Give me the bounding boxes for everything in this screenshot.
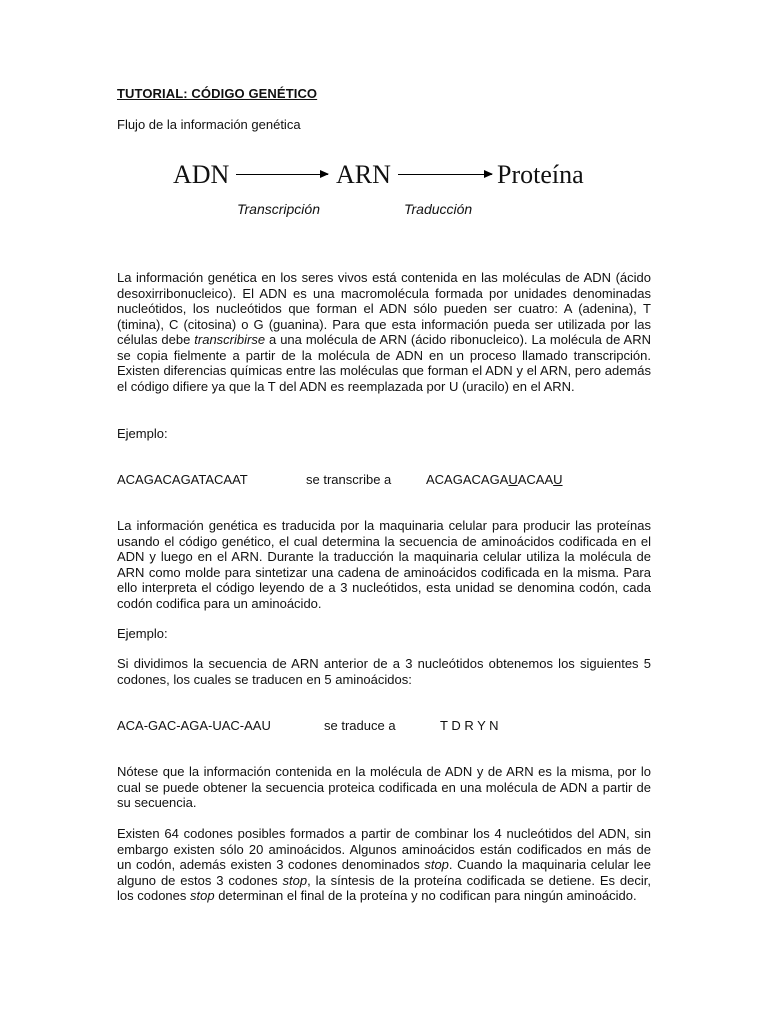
caption-translation: Traducción (404, 201, 473, 217)
paragraph-intro-text-2: a una molécula de ARN (ácido ribonucleico). La molécula de ARN se copia fielmente a partir de la molécula de ADN en un proceso llamado transcripción. Existen diferencias químicas entre las moléculas que forman el ADN y el ARN, pero además el código difiere ya que la T del ADN es reemplazada por U (uracilo) en el ARN. (117, 332, 651, 394)
rna-uracil-2: U (553, 472, 563, 487)
paragraph-same-information: Nótese que la información contenida en la molécula de ADN y de ARN es la misma, por lo cual se puede obtener la secuencia proteica codificada en una molécula de ADN a partir de su secuencia. (117, 764, 651, 810)
flow-term-arn: ARN (336, 160, 391, 189)
rna-sequence-part-a: ACAGACAGA (426, 472, 509, 487)
document-title: TUTORIAL: CÓDIGO GENÉTICO (117, 86, 318, 101)
paragraph-intro-italic: transcribirse (194, 332, 266, 347)
caption-transcription: Transcripción (237, 201, 320, 217)
rna-sequence-part-b: ACAA (517, 472, 554, 487)
example-translation-line (117, 718, 651, 734)
codon-sequence: ACA-GAC-AGA-UAC-AAU (117, 718, 271, 733)
paragraph-intro-text-1: La información genética en los seres vivos está contenida en las moléculas de ADN (ácido desoxirribonucleico). El ADN es una macromolécula formada por unidades denominadas nucleótidos, los nucleótidos que forman el ADN sólo pueden ser cuatro: A (adenina), T (timina), C (citosina) o G (guanina). Para que esta información pueda ser utilizada por las células debe (117, 270, 651, 347)
transcribe-verb: se transcribe a (306, 472, 392, 487)
rna-uracil-1: U (508, 472, 518, 487)
dna-sequence: ACAGACAGATACAAT (117, 472, 248, 487)
paragraph-codons: Si dividimos la secuencia de ARN anterior de a 3 nucleótidos obtenemos los siguientes 5 codones, los cuales se traducen en 5 aminoácidos: (117, 656, 651, 687)
arrow-translation (398, 174, 492, 175)
flow-term-adn: ADN (173, 160, 230, 189)
stop-italic-2: stop (282, 872, 308, 888)
stop-italic-1: stop (424, 857, 449, 872)
paragraph-intro (117, 270, 651, 394)
rna-sequence (426, 472, 563, 487)
stop-text-1: Existen 64 codones posibles formados a partir de combinar los 4 nucleótidos del ADN, sin embargo existen sólo 20 aminoácidos. Algunos aminoácidos están codificados en más de un codón, además existen 3 codones denominados (117, 826, 651, 872)
arrow-transcription (236, 174, 328, 175)
stop-text-4: determinan el final de la proteína y no codifican para ningún aminoácido. (214, 888, 637, 903)
flow-diagram (170, 160, 610, 230)
stop-text-2: . Cuando la maquinaria celular lee alguno de estos 3 codones (117, 857, 651, 888)
paragraph-translation: La información genética es traducida por la maquinaria celular para producir las proteínas usando el código genético, el cual determina la secuencia de aminoácidos codificada en el ADN y luego en el ARN. Durante la traducción la maquinaria celular utiliza la molécula de ARN como molde para sintetizar una cadena de aminoácidos codificada en la misma. Para ello interpreta el código leyendo de a 3 nucleótidos, esta unidad se denomina codón, cada codón codifica para un aminoácido. (117, 518, 651, 611)
protein-sequence: T D R Y N (440, 718, 499, 733)
paragraph-stop-codons (117, 826, 651, 904)
stop-text-3: , la síntesis de la proteína codificada se detiene. Es decir, los codones (117, 872, 651, 903)
translate-verb: se traduce a (324, 718, 396, 733)
example-transcription-line (117, 472, 651, 488)
stop-italic-3: stop (190, 888, 215, 903)
flow-term-proteina: Proteína (497, 160, 584, 189)
example-label-2: Ejemplo: (117, 626, 168, 641)
example-label-1: Ejemplo: (117, 426, 168, 441)
section-subtitle: Flujo de la información genética (117, 117, 301, 132)
